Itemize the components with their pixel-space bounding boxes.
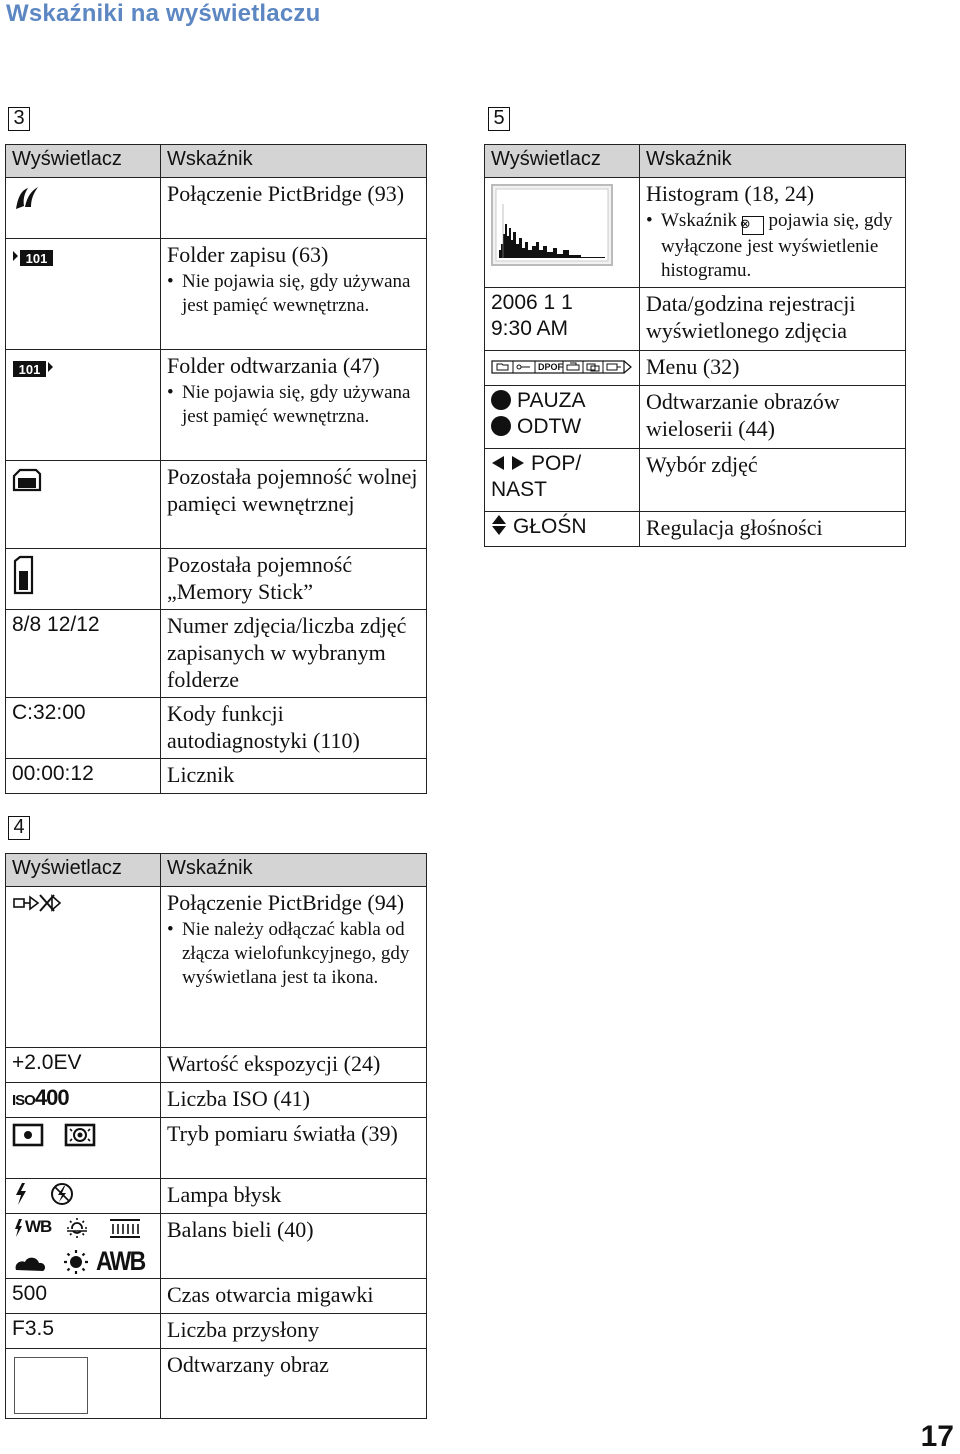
desc-cell: Połączenie PictBridge (93) <box>161 178 427 239</box>
table-row <box>6 1179 427 1214</box>
memory-stick-icon <box>12 555 36 595</box>
table-row <box>6 1214 427 1279</box>
desc-cell <box>161 350 427 461</box>
header-indicator: Wskaźnik <box>161 854 427 887</box>
table-header-row <box>6 854 427 887</box>
playback-folder-icon <box>12 358 54 380</box>
pictbridge-connecting-icon <box>12 891 62 915</box>
section-5-number: 5 <box>488 107 510 131</box>
menu-bar-icons <box>491 355 633 379</box>
header-indicator: Wskaźnik <box>640 145 906 178</box>
display-cell: C:32:00 <box>6 698 161 759</box>
table-row <box>6 698 427 759</box>
play-text: ODTW <box>517 415 582 438</box>
desc-text: Połączenie PictBridge (94) <box>167 890 405 915</box>
section-5-table <box>484 144 906 547</box>
display-cell <box>6 239 161 350</box>
table-row <box>6 350 427 461</box>
desc-text: Folder odtwarzania (47) <box>167 353 380 378</box>
desc-cell: Odtwarzany obraz <box>161 1349 427 1419</box>
section-4-number: 4 <box>8 816 30 840</box>
section-3-number: 3 <box>8 107 30 131</box>
desc-text: Folder zapisu (63) <box>167 242 329 267</box>
header-display: Wyświetlacz <box>6 145 161 178</box>
desc-cell <box>161 239 427 350</box>
table-row <box>6 887 427 1048</box>
up-down-arrows-icon <box>491 514 507 536</box>
desc-cell: Liczba przysłony <box>161 1314 427 1349</box>
table-row <box>6 549 427 610</box>
awb-label: AWB <box>96 1246 145 1276</box>
display-cell <box>485 386 640 449</box>
time-text: 9:30 AM <box>491 317 569 340</box>
table-row <box>6 178 427 239</box>
table-row <box>6 239 427 350</box>
circle-button-icon <box>491 390 511 410</box>
display-cell <box>6 178 161 239</box>
volume-text: GŁOŚN <box>513 515 587 538</box>
table-row <box>485 178 906 288</box>
desc-cell: Regulacja głośności <box>640 512 906 547</box>
header-indicator: Wskaźnik <box>161 145 427 178</box>
desc-cell <box>161 887 427 1048</box>
section-4-table <box>5 853 427 1419</box>
display-cell: F3.5 <box>6 1314 161 1349</box>
desc-cell: Licznik <box>161 759 427 794</box>
display-cell <box>6 350 161 461</box>
display-cell <box>6 461 161 549</box>
note-text <box>646 209 899 283</box>
display-cell <box>485 288 640 351</box>
desc-cell: Pozostała pojemność wolnej pamięci wewnętrznej <box>161 461 427 549</box>
desc-cell: Liczba ISO (41) <box>161 1083 427 1118</box>
note-text-after: pojawia się, gdy wyłączone jest wyświetlenie histogramu. <box>661 210 893 281</box>
svg-text:101: 101 <box>25 251 48 266</box>
desc-text: Histogram (18, 24) <box>646 181 815 206</box>
section-3-table <box>5 144 427 794</box>
table-row <box>485 351 906 386</box>
table-row <box>6 1279 427 1314</box>
note-text: • Nie należy odłączać kabla od złącza wielofunkcyjnego, gdy wyświetlana jest ta ikona. <box>167 918 420 990</box>
desc-cell: Wartość ekspozycji (24) <box>161 1048 427 1083</box>
display-cell <box>6 1083 161 1118</box>
display-cell <box>6 1179 161 1214</box>
prev-text: POP/ <box>531 452 582 475</box>
playback-image-frame <box>14 1357 88 1414</box>
table-row <box>6 1083 427 1118</box>
desc-cell: Tryb pomiaru światła (39) <box>161 1118 427 1179</box>
display-cell <box>6 1214 161 1279</box>
desc-cell: Odtwarzanie obrazów wieloserii (44) <box>640 386 906 449</box>
table-row <box>6 1349 427 1419</box>
next-text: NAST <box>491 478 548 501</box>
note-text-before: Wskaźnik <box>661 210 737 231</box>
header-display: Wyświetlacz <box>6 854 161 887</box>
display-cell <box>6 1118 161 1179</box>
histogram-icon <box>491 184 613 266</box>
left-right-arrows-icon <box>491 455 525 471</box>
desc-cell: Lampa błysk <box>161 1179 427 1214</box>
pause-label <box>491 388 633 414</box>
display-cell <box>6 1349 161 1419</box>
table-row <box>6 1048 427 1083</box>
table-row <box>6 1314 427 1349</box>
table-row <box>485 512 906 547</box>
iso-prefix: ISO <box>12 1092 35 1109</box>
desc-cell: Data/godzina rejestracji wyświetlonego zdjęcia <box>640 288 906 351</box>
table-header-row <box>485 145 906 178</box>
table-row <box>6 610 427 698</box>
desc-cell <box>640 178 906 288</box>
metering-mode-icons <box>12 1122 96 1148</box>
iso-value: 400 <box>34 1085 69 1110</box>
pictbridge-connection-icon <box>12 182 42 212</box>
table-header-row <box>6 145 427 178</box>
note-text: • Nie pojawia się, gdy używana jest pamięć wewnętrzna. <box>167 270 420 318</box>
desc-cell: Czas otwarcia migawki <box>161 1279 427 1314</box>
circle-button-icon <box>491 416 511 436</box>
flash-icons <box>12 1181 82 1207</box>
display-cell: 00:00:12 <box>6 759 161 794</box>
table-row <box>6 461 427 549</box>
desc-cell: Menu (32) <box>640 351 906 386</box>
display-cell: 8/8 12/12 <box>6 610 161 698</box>
display-cell <box>6 887 161 1048</box>
header-display: Wyświetlacz <box>485 145 640 178</box>
recording-folder-icon <box>12 247 54 269</box>
display-cell <box>485 449 640 512</box>
desc-cell: Balans bieli (40) <box>161 1214 427 1279</box>
pause-text: PAUZA <box>517 389 586 412</box>
table-row <box>485 288 906 351</box>
display-cell <box>485 351 640 386</box>
internal-memory-icon <box>12 468 42 492</box>
desc-cell: Kody funkcji autodiagnostyki (110) <box>161 698 427 759</box>
display-cell: +2.0EV <box>6 1048 161 1083</box>
table-row <box>485 386 906 449</box>
table-row <box>6 1118 427 1179</box>
display-cell <box>6 549 161 610</box>
page-title: Wskaźniki na wyświetlaczu <box>6 0 321 27</box>
play-label <box>491 414 633 440</box>
display-cell <box>485 178 640 288</box>
prev-next-label <box>491 451 633 477</box>
page-number: 17 <box>920 1420 954 1453</box>
desc-cell: Numer zdjęcia/liczba zdjęć zapisanych w wybranym folderze <box>161 610 427 698</box>
note-text: • Nie pojawia się, gdy używana jest pamięć wewnętrzna. <box>167 381 420 429</box>
display-cell <box>485 512 640 547</box>
histogram-off-icon: ⊗ <box>742 216 764 235</box>
svg-text:101: 101 <box>18 362 41 377</box>
desc-cell: Pozostała pojemność „Memory Stick” <box>161 549 427 610</box>
display-cell: 500 <box>6 1279 161 1314</box>
dpof-label: DPOF <box>538 362 564 372</box>
desc-cell: Wybór zdjęć <box>640 449 906 512</box>
wb-label: WB <box>25 1217 52 1236</box>
table-row <box>485 449 906 512</box>
date-text: 2006 1 1 <box>491 291 573 314</box>
table-row <box>6 759 427 794</box>
white-balance-icons <box>12 1216 145 1276</box>
